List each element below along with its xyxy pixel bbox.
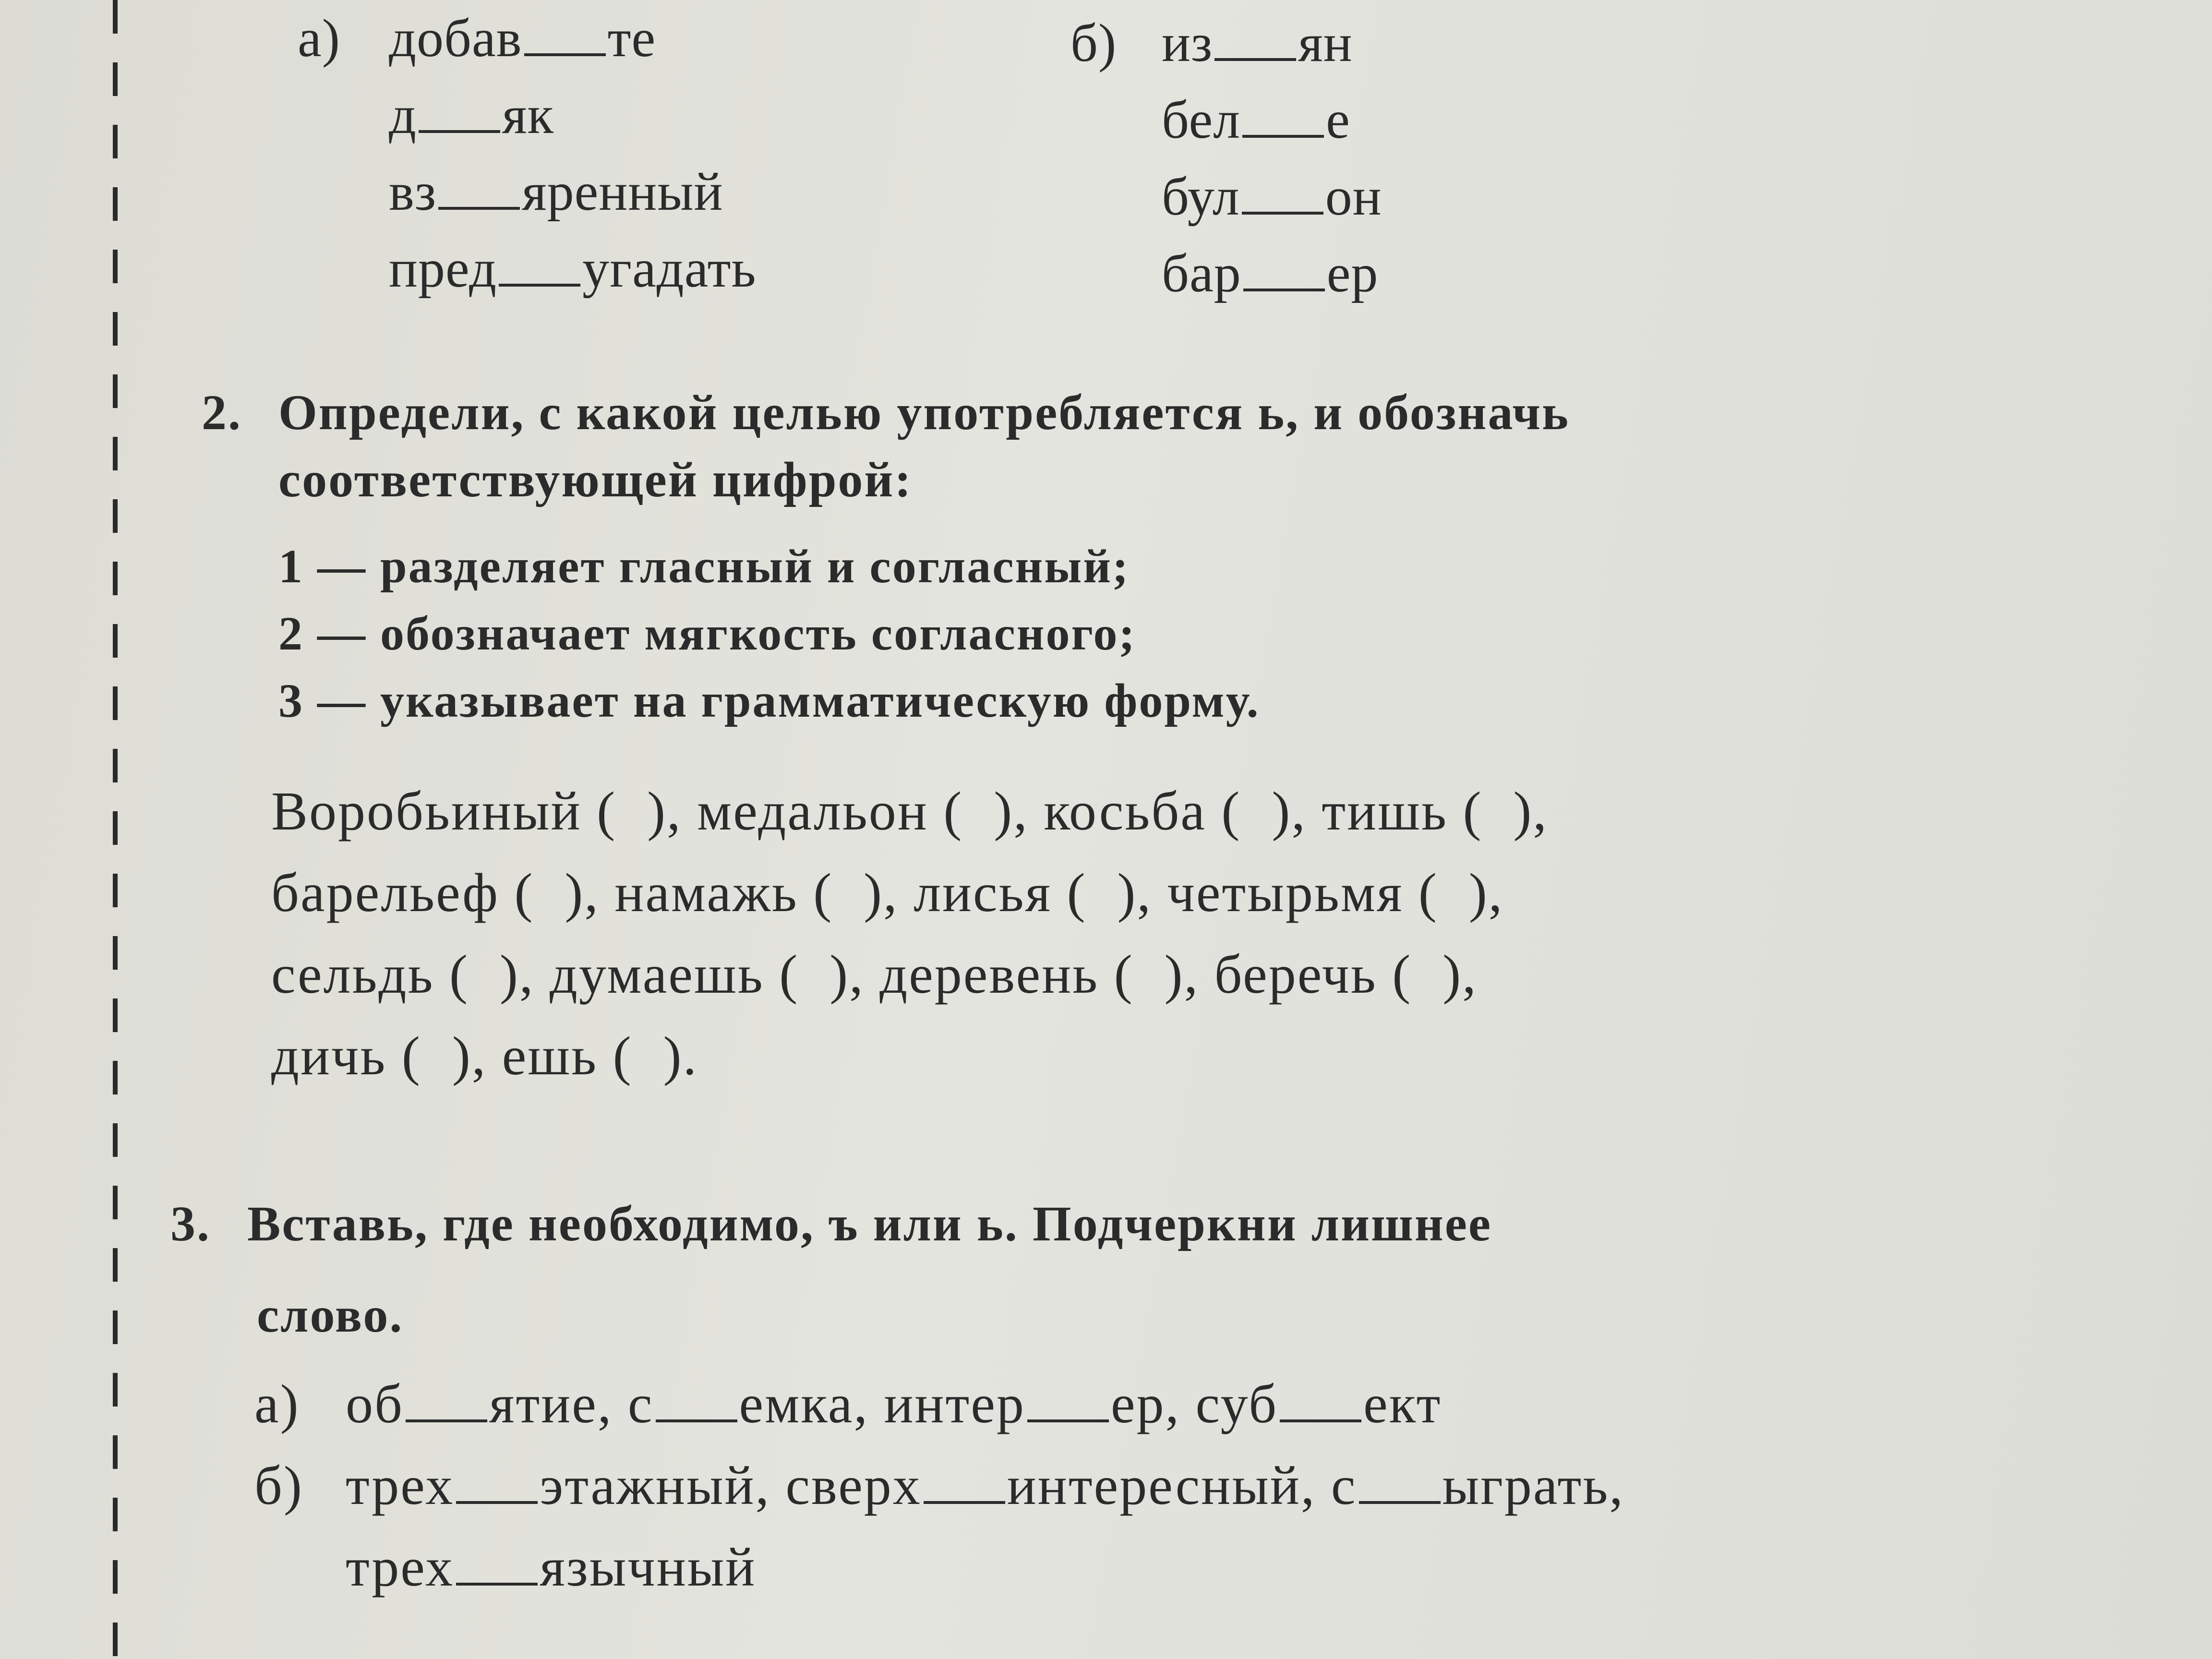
word-part: бар	[1162, 244, 1241, 303]
word: тишь	[1322, 781, 1448, 842]
ex3-task	[170, 1190, 1492, 1349]
blank[interactable]	[438, 205, 520, 210]
word-part: интер	[884, 1373, 1025, 1434]
word-part: яренный	[522, 162, 723, 222]
blank[interactable]	[524, 51, 606, 56]
word: барельеф	[271, 862, 499, 923]
ex2-task-line2: соответствующей цифрой:	[278, 452, 913, 507]
answer-box[interactable]: ( )	[1221, 781, 1292, 842]
ex1-b-label: б)	[1070, 13, 1117, 73]
word-part: ян	[1298, 13, 1353, 73]
word-part: бел	[1162, 90, 1241, 150]
answer-box[interactable]: ( )	[1067, 862, 1137, 923]
ex1-a-line	[298, 0, 757, 77]
word-part: язычный	[540, 1537, 757, 1598]
answer-box[interactable]: ( )	[613, 1025, 683, 1086]
blank[interactable]	[924, 1499, 1005, 1504]
word-part: емка	[739, 1373, 854, 1434]
ex3-task-line2: слово.	[257, 1287, 404, 1343]
word-part: трех	[346, 1455, 455, 1516]
word-part: этажный	[540, 1455, 756, 1516]
word-part: ыграть	[1442, 1455, 1610, 1516]
word: беречь	[1214, 944, 1377, 1005]
ex3-a-label: а)	[254, 1373, 300, 1434]
blank[interactable]	[1280, 1418, 1361, 1422]
legend-item-2: 2 — обозначает мягкость согласного;	[278, 607, 1136, 660]
word: лисья	[914, 862, 1052, 923]
word-part: пред	[389, 239, 497, 299]
word: косьба	[1044, 781, 1206, 842]
legend-item-1: 1 — разделяет гласный и согласный;	[278, 540, 1130, 593]
word-part: с	[1331, 1455, 1357, 1516]
answer-box[interactable]: ( )	[1392, 944, 1463, 1005]
ex2-task	[202, 379, 1570, 514]
ex2-number: 2.	[202, 385, 242, 440]
blank[interactable]	[499, 282, 580, 287]
word-part: с	[627, 1373, 654, 1434]
ex2-task-text: Определи, с какой целью употребляется ь, и обозначь	[278, 385, 1570, 440]
ex3-b-line	[254, 1527, 1624, 1608]
blank[interactable]	[419, 128, 500, 133]
blank[interactable]	[1242, 210, 1323, 215]
word: думаешь	[549, 944, 764, 1005]
word: медальон	[697, 781, 928, 842]
word-part: интересный	[1007, 1455, 1301, 1516]
word-part: он	[1325, 167, 1382, 227]
blank[interactable]	[1242, 133, 1324, 138]
answer-box[interactable]: ( )	[1418, 862, 1489, 923]
blank[interactable]	[1027, 1418, 1109, 1422]
ex2-words-line: сельдь ( ), думаешь ( ), деревень ( ), беречь ( ),	[271, 934, 1548, 1015]
answer-box[interactable]: ( )	[514, 862, 585, 923]
word-part: угадать	[582, 239, 757, 299]
word-part: ер	[1326, 244, 1379, 303]
word-part: трех	[346, 1537, 455, 1598]
answer-box[interactable]: ( )	[597, 781, 667, 842]
word-part: из	[1162, 13, 1213, 73]
answer-box[interactable]: ( )	[1463, 781, 1533, 842]
cut-line	[113, 0, 118, 1659]
answer-box[interactable]: ( )	[943, 781, 1014, 842]
blank[interactable]	[456, 1499, 538, 1504]
ex1-a-line	[298, 230, 757, 307]
word-part: те	[607, 9, 656, 68]
ex3-b-line: б) трех этажный, сверх интересный, с ыграть,	[254, 1445, 1624, 1527]
blank[interactable]	[406, 1418, 487, 1422]
ex3-b-label: б)	[254, 1455, 303, 1516]
word-part: ятие	[489, 1373, 598, 1434]
blank[interactable]	[1359, 1499, 1441, 1504]
answer-box[interactable]: ( )	[779, 944, 850, 1005]
answer-box[interactable]: ( )	[813, 862, 884, 923]
ex1-column-b	[1070, 5, 1382, 312]
ex2-words	[271, 770, 1548, 1097]
blank[interactable]	[1243, 287, 1325, 291]
word-part: об	[346, 1373, 404, 1434]
word-part: добав	[389, 9, 522, 68]
ex1-b-line	[1070, 158, 1382, 235]
ex3-a-line: а) об ятие, с емка, интер ер, суб ект	[254, 1363, 1624, 1445]
word-part: е	[1326, 90, 1350, 150]
word: четырьмя	[1167, 862, 1404, 923]
ex3-items	[254, 1363, 1624, 1608]
answer-box[interactable]: ( )	[449, 944, 519, 1005]
blank[interactable]	[456, 1581, 538, 1586]
word-part: ер	[1110, 1373, 1166, 1434]
word: сельдь	[271, 944, 434, 1005]
ex1-b-line	[1070, 5, 1382, 82]
word-part: як	[502, 85, 554, 145]
word: дичь	[271, 1025, 387, 1086]
blank[interactable]	[1214, 56, 1296, 61]
answer-box[interactable]: ( )	[1114, 944, 1184, 1005]
blank[interactable]	[656, 1418, 737, 1422]
ex2-legend	[278, 533, 1260, 734]
ex3-task-line1	[170, 1190, 1492, 1258]
word-part: бул	[1162, 167, 1240, 227]
ex3-task-text: Вставь, где необходимо, ъ или ь. Подчеркни лишнее	[247, 1196, 1492, 1251]
ex1-b-line	[1070, 82, 1382, 158]
word: Воробьиный	[271, 781, 582, 842]
ex2-task-line1	[202, 379, 1570, 446]
ex2-words-line: дичь ( ), ешь ( ).	[271, 1015, 1548, 1097]
ex1-column-a	[298, 0, 757, 307]
ex1-a-label: а)	[298, 9, 341, 68]
answer-box[interactable]: ( )	[401, 1025, 472, 1086]
ex1-b-line	[1070, 235, 1382, 312]
ex2-words-line: Воробьиный ( ), медальон ( ), косьба ( ), тишь ( ),	[271, 770, 1548, 852]
word-part: д	[389, 85, 417, 145]
word: деревень	[879, 944, 1099, 1005]
word-part: сверх	[785, 1455, 922, 1516]
ex1-a-line	[298, 77, 757, 154]
word-part: суб	[1195, 1373, 1278, 1434]
word-part: вз	[389, 162, 437, 222]
word: намажь	[614, 862, 798, 923]
ex3-number: 3.	[170, 1196, 211, 1251]
ex1-a-line	[298, 154, 757, 230]
ex2-words-line: барельеф ( ), намажь ( ), лисья ( ), четырьмя ( ),	[271, 852, 1548, 934]
word: ешь	[502, 1025, 598, 1086]
legend-item-3: 3 — указывает на грамматическую форму.	[278, 674, 1260, 727]
word-part: ект	[1363, 1373, 1442, 1434]
